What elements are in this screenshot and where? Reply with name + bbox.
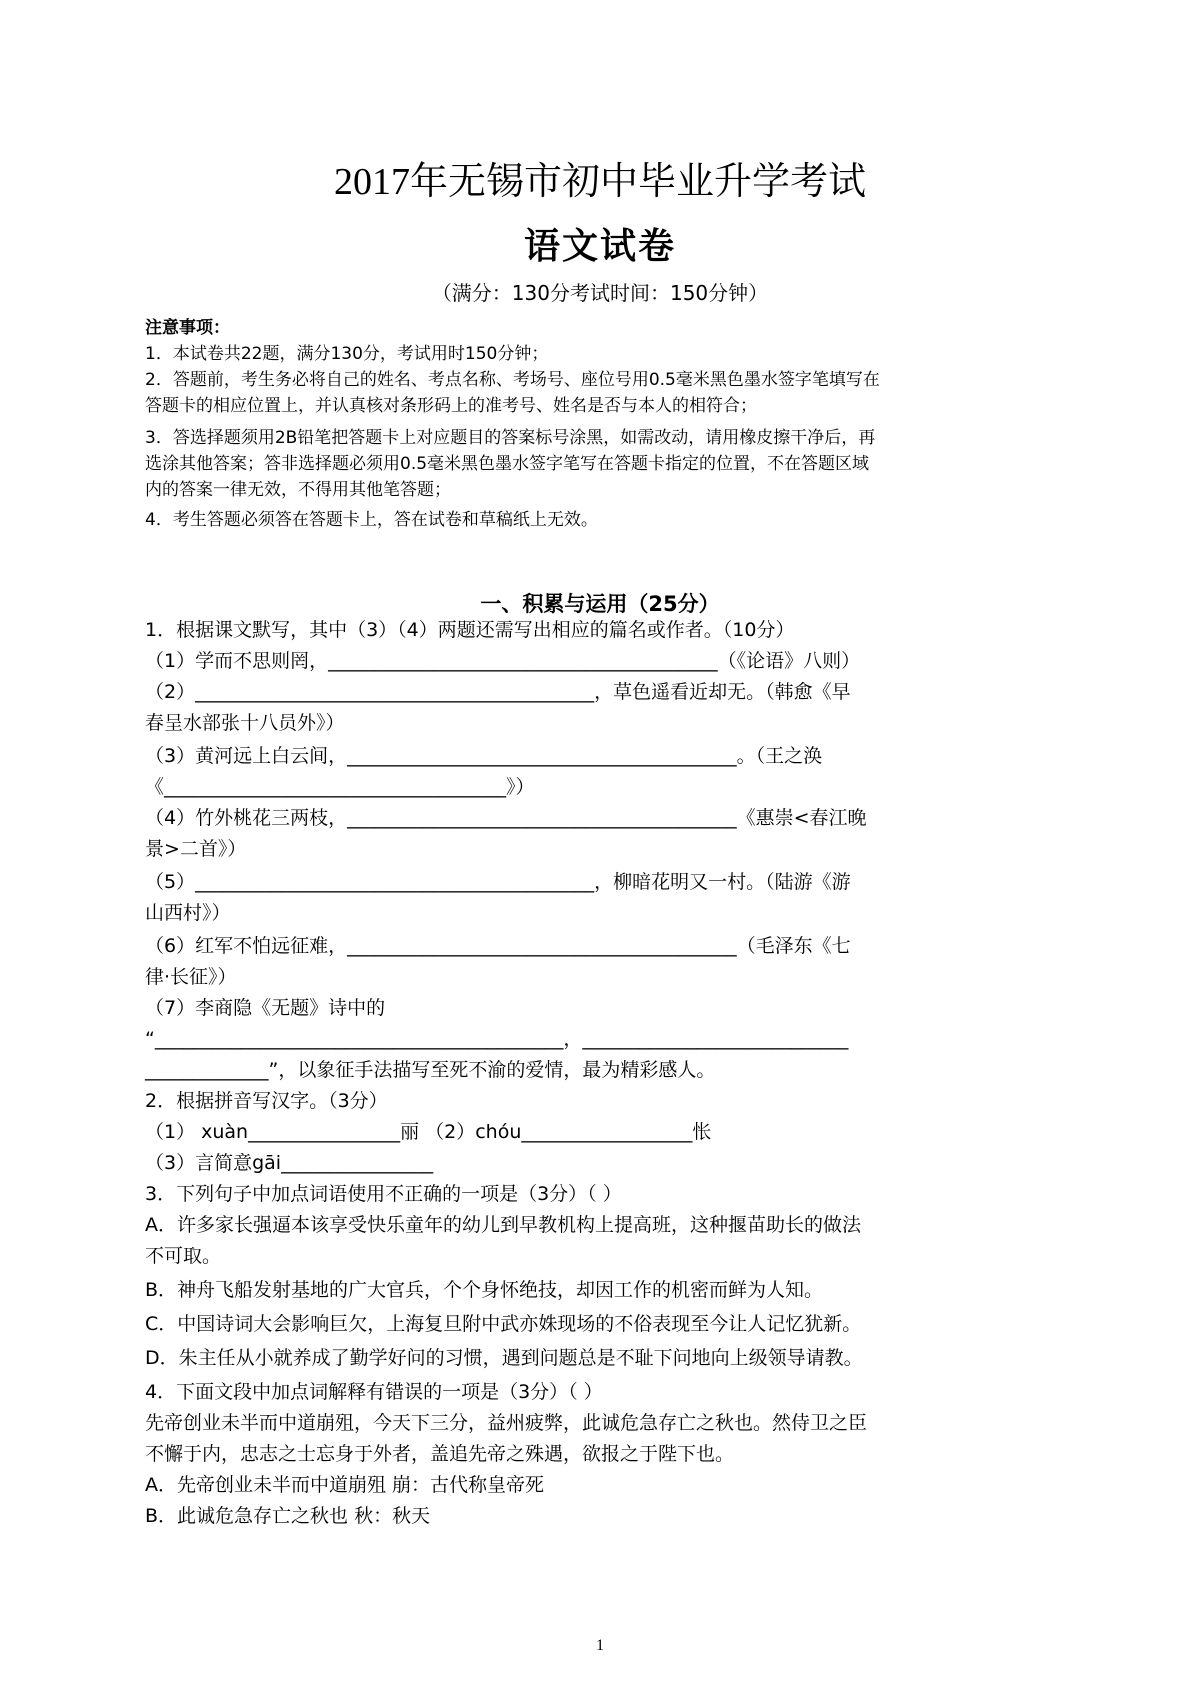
question-line: （1）学而不思则罔，_________________________________________（《论语》八则） (145, 650, 861, 672)
question-line: （3）言简意gāi________________ (145, 1152, 434, 1174)
question-line: （7）李商隐《无题》诗中的 (145, 997, 386, 1019)
question-line: _____________”，以象征手法描写至死不渝的爱情，最为精彩感人。 (145, 1059, 716, 1081)
question-line: 4．下面文段中加点词解释有错误的一项是（3分）（ ） (145, 1381, 603, 1403)
note-line: 内的答案一律无效，不得用其他笔答题； (145, 480, 451, 500)
question-line: 2．根据拼音写汉字。（3分） (145, 1090, 388, 1112)
question-line: “___________________________________________，____________________________ (145, 1028, 849, 1050)
question-line: D．朱主任从小就养成了勤学好问的习惯，遇到问题总是不耻下问地向上级领导请教。 (145, 1347, 863, 1369)
question-line: C．中国诗词大会影响巨欠，上海复旦附中武亦姝现场的不俗表现至今让人记忆犹新。 (145, 1313, 862, 1335)
question-line: 不可取。 (145, 1245, 222, 1267)
exam-info: （满分：130分考试时间：150分钟） (431, 281, 769, 305)
question-line: 先帝创业未半而中道崩殂，今天下三分，益州疲弊，此诚危急存亡之秋也。然侍卫之臣 (145, 1412, 868, 1434)
question-line: 景>二首》） (145, 838, 247, 860)
question-line: （4）竹外桃花三两枝，_________________________________________《惠崇<春江晚 (145, 807, 867, 829)
note-line: 3．答选择题须用2B铅笔把答题卡上对应题目的答案标号涂黑，如需改动，请用橡皮擦干净后，再 (145, 428, 876, 448)
exam-subtitle: 语文试卷 (523, 226, 676, 267)
question-line: A．许多家长强逼本该享受快乐童年的幼儿到早教机构上提高班，这种揠苗助长的做法 (145, 1214, 861, 1236)
question-line: （5）__________________________________________，柳暗花明又一村。（陆游《游 (145, 871, 851, 893)
question-line: 1．根据课文默写，其中（3）（4）两题还需写出相应的篇名或作者。（10分） (145, 619, 795, 641)
question-line: B．此诚危急存亡之秋也 秋：秋天 (145, 1505, 431, 1527)
note-line: 4．考生答题必须答在答题卡上，答在试卷和草稿纸上无效。 (145, 510, 598, 530)
note-line: 2．答题前，考生务必将自己的姓名、考点名称、考场号、座位号用0.5毫米黑色墨水签字笔填写在 (145, 370, 880, 390)
notes-heading: 注意事项： (145, 318, 230, 338)
exam-title: 2017年无锡市初中毕业升学考试 (333, 161, 866, 203)
question-line: （6）红军不怕远征难，_________________________________________（毛泽东《七 (145, 935, 851, 957)
note-line: 答题卡的相应位置上，并认真核对条形码上的准考号、姓名是否与本人的相符合； (145, 396, 757, 416)
question-line: 3．下列句子中加点词语使用不正确的一项是（3分）（ ） (145, 1183, 622, 1205)
question-line: （3）黄河远上白云间，_________________________________________。（王之涣 (145, 745, 823, 767)
question-line: 春呈水部张十八员外》） (145, 712, 345, 734)
question-line: （2）__________________________________________，草色遥看近却无。（韩愈《早 (145, 681, 851, 703)
question-line: 不懈于内，忠志之士忘身于外者，盖追先帝之殊遇，欲报之于陛下也。 (145, 1443, 735, 1465)
question-line: A．先帝创业未半而中道崩殂 崩：古代称皇帝死 (145, 1474, 545, 1496)
note-line: 1．本试卷共22题，满分130分，考试用时150分钟； (145, 344, 549, 364)
note-line: 选涂其他答案；答非选择题必须用0.5毫米黑色墨水签字笔写在答题卡指定的位置，不在答题区域 (145, 454, 870, 474)
question-line: 《____________________________________》） (145, 776, 535, 798)
page-number: 1 (596, 1637, 604, 1654)
question-line: B．神舟飞船发射基地的广大官兵，个个身怀绝技，却因工作的机密而鲜为人知。 (145, 1279, 824, 1301)
section-title: 一、积累与运用（25分） (480, 592, 720, 616)
question-line: （1） xuàn________________丽 （2）chóu__________________怅 (145, 1121, 712, 1143)
question-line: 律·长征》） (145, 966, 237, 988)
question-line: 山西村》） (145, 902, 231, 924)
